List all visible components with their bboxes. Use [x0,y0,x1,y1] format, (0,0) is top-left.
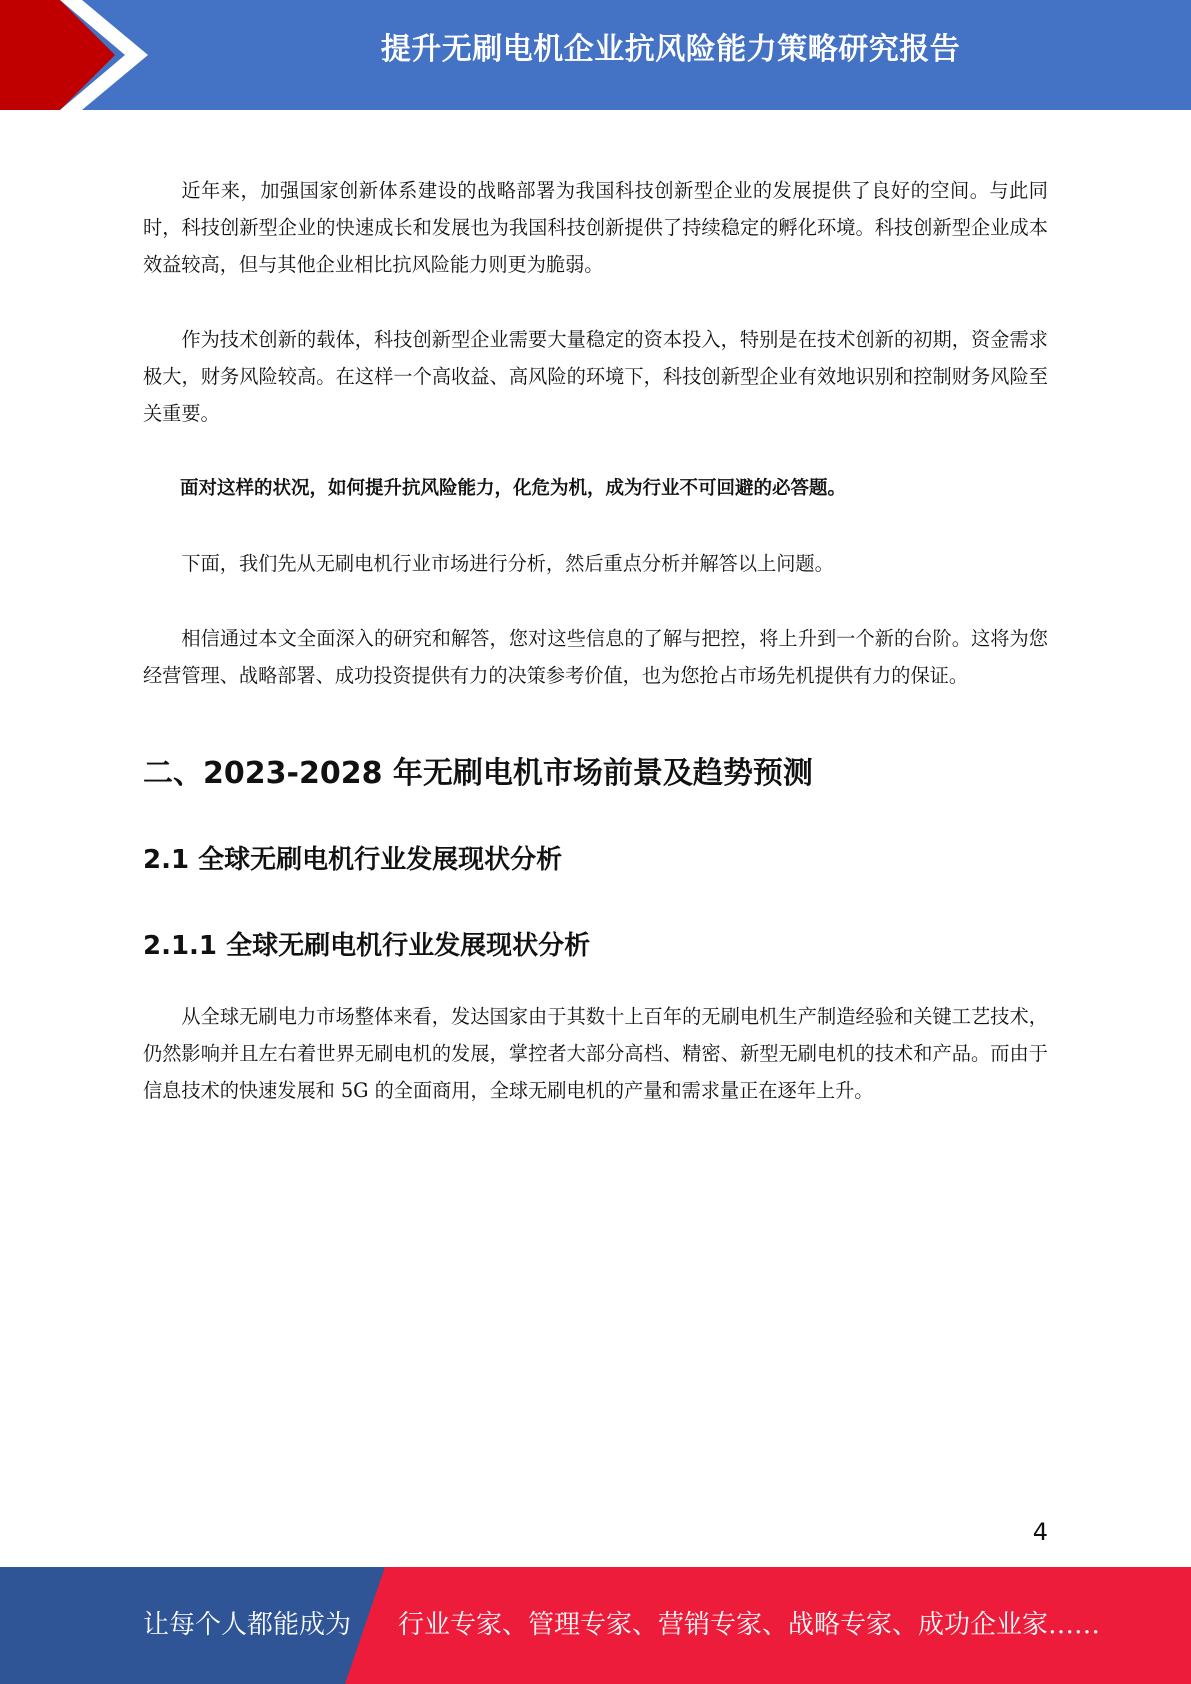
paragraph-financial-risk: 作为技术创新的载体，科技创新型企业需要大量稳定的资本投入，特别是在技术创新的初期，资金需求极大，财务风险较高。在这样一个高收益、高风险的环境下，科技创新型企业有效地识别和控制财务风险至关重要。 [143,328,1048,425]
page-number: 4 [1032,1518,1048,1546]
section-heading-2: 二、2023-2028 年无刷电机市场前景及趋势预测 [143,756,813,791]
report-title: 提升无刷电机企业抗风险能力策略研究报告 [380,32,961,67]
paragraph-key-question: 面对这样的状况，如何提升抗风险能力，化危为机，成为行业不可回避的必答题。 [180,478,847,499]
paragraph-outline: 下面，我们先从无刷电机行业市场进行分析，然后重点分析并解答以上问题。 [181,552,834,575]
red-arrow-decoration [0,0,160,110]
footer-slogan-left: 让每个人都能成为 [143,1610,352,1640]
header-banner [0,0,1191,110]
section-heading-2-1-1: 2.1.1 全球无刷电机行业发展现状分析 [143,931,591,961]
paragraph-global-market: 从全球无刷电力市场整体来看，发达国家由于其数十上百年的无刷电机生产制造经验和关键工艺技术，仍然影响并且左右着世界无刷电机的发展，掌控者大部分高档、精密、新型无刷电机的技术和产品。而由于信息技术的快速发展和 5G 的全面商用，全球无刷电机的产量和需求量正在逐年上升。 [143,1005,1048,1102]
page-content [143,172,1048,1147]
footer-slogan-right: 行业专家、管理专家、营销专家、战略专家、成功企业家…… [398,1610,1101,1640]
paragraph-intro: 近年来，加强国家创新体系建设的战略部署为我国科技创新型企业的发展提供了良好的空间。与此同时，科技创新型企业的快速成长和发展也为我国科技创新提供了持续稳定的孵化环境。科技创新型企业成本效益较高，但与其他企业相比抗风险能力则更为脆弱。 [143,179,1048,276]
paragraph-value: 相信通过本文全面深入的研究和解答，您对这些信息的了解与把控，将上升到一个新的台阶。这将为您经营管理、战略部署、成功投资提供有力的决策参考价值，也为您抢占市场先机提供有力的保证。 [143,627,1048,687]
section-heading-2-1: 2.1 全球无刷电机行业发展现状分析 [143,845,563,875]
footer-banner [0,1567,1191,1684]
